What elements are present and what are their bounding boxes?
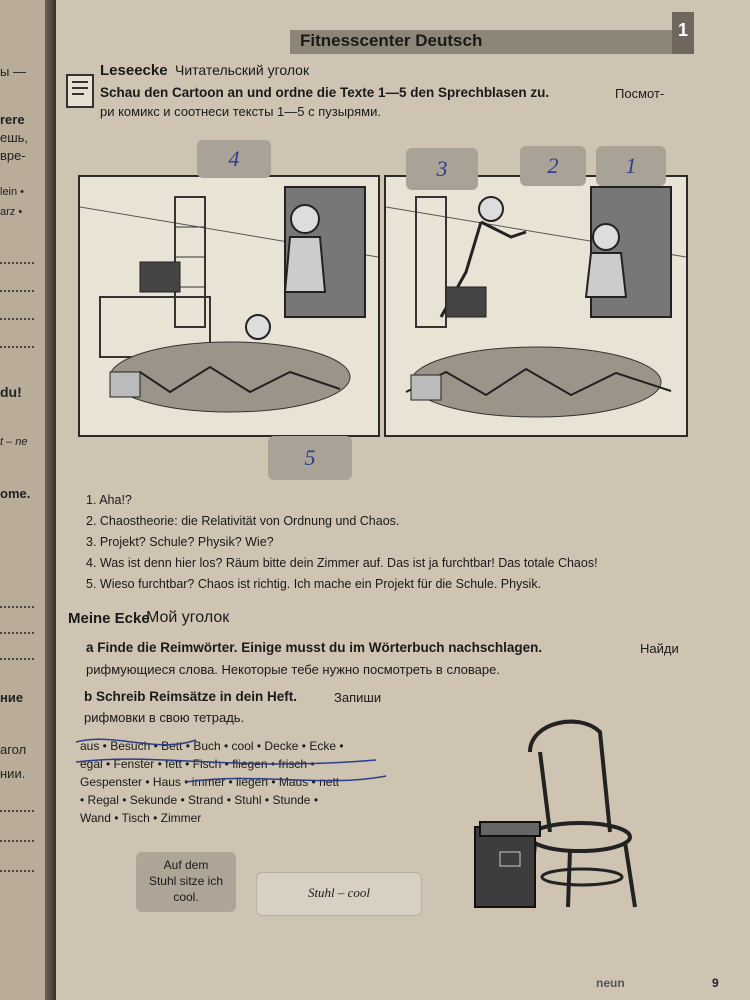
text-item-2: 2. Chaostheorie: die Relativität von Ordnung und Chaos. — [86, 514, 400, 528]
word-list-line-2: egal • Fenster • fett • Fisch • fliegen • frisch • — [80, 757, 315, 771]
word-list-line-5: Wand • Tisch • Zimmer — [80, 811, 202, 825]
left-fragment: ы — — [0, 64, 26, 79]
task-a-ru-1: Найди — [640, 641, 679, 656]
left-fragment: ние — [0, 690, 24, 705]
speech-bubble-right-1[interactable] — [406, 148, 478, 190]
word-list-line-3: Gespenster • Haus • immer • liegen • Maus • nett — [80, 775, 340, 789]
cartoon-panel-left — [78, 175, 380, 437]
leseecke-instruction-ru-2: ри комикс и соотнеси тексты 1—5 с пузырями. — [100, 104, 381, 119]
leseecke-instruction-ru-1: Посмот- — [615, 86, 665, 101]
dotted-line — [0, 632, 34, 634]
chair-illustration — [460, 712, 650, 912]
dotted-line — [0, 810, 34, 812]
header-title: Fitnesscenter Deutsch — [300, 31, 483, 50]
speech-bubble-right-2[interactable] — [520, 146, 586, 186]
task-a-de: a Finde die Reimwörter. Einige musst du im Wörterbuch nachschlagen. — [86, 640, 543, 655]
cartoon-illustration-right — [386, 177, 686, 435]
page-number: 9 — [712, 976, 719, 990]
word-list-line-4: • Regal • Sekunde • Strand • Stuhl • Stunde • — [80, 793, 319, 807]
example-bubble-line-2: Stuhl sitze ich — [148, 874, 224, 888]
example-bubble-line-1: Auf dem — [163, 858, 209, 872]
left-fragment: агол — [0, 742, 27, 757]
example-answer-text: Stuhl – cool — [307, 885, 371, 900]
speech-bubble-left-bottom[interactable] — [268, 436, 352, 480]
example-speech-bubble — [136, 852, 236, 912]
dotted-line — [0, 318, 34, 320]
bubble-answer: 4 — [228, 146, 240, 171]
task-b-ru-1: Запиши — [334, 690, 382, 705]
text-item-3: 3. Projekt? Schule? Physik? Wie? — [86, 535, 274, 549]
left-fragment: t – ne — [0, 436, 28, 448]
leseecke-title-de: Leseecke — [100, 62, 168, 79]
task-a-ru-2: рифмующиеся слова. Некоторые тебе нужно посмотреть в словаре. — [86, 662, 500, 677]
speech-bubble-right-3[interactable] — [596, 146, 666, 186]
bubble-answer: 5 — [304, 445, 316, 470]
example-bubble-line-3: cool. — [173, 890, 199, 904]
page-word: neun — [596, 976, 625, 990]
left-fragment: rere — [0, 112, 25, 127]
speech-bubble-left-top[interactable] — [197, 140, 271, 178]
left-fragment: arz • — [0, 206, 23, 218]
dotted-line — [0, 262, 34, 264]
bubble-answer: 2 — [547, 153, 559, 178]
text-item-5: 5. Wieso furchtbar? Chaos ist richtig. Ich mache ein Projekt für die Schule. Physik. — [86, 577, 542, 591]
dotted-line — [0, 290, 34, 292]
bubble-answer: 1 — [625, 153, 637, 178]
left-fragment: вре- — [0, 148, 26, 163]
dotted-line — [0, 870, 34, 872]
dotted-line — [0, 606, 34, 608]
left-fragment: lein • — [0, 186, 25, 198]
dotted-line — [0, 658, 34, 660]
left-fragment: ешь, — [0, 130, 29, 145]
task-b-ru-2: рифмовки в свою тетрадь. — [84, 710, 245, 725]
meine-ecke-title-ru: Мой уголок — [146, 609, 230, 626]
reading-book-icon — [66, 74, 94, 108]
chapter-number: 1 — [672, 12, 694, 54]
bubble-answer: 3 — [436, 156, 448, 181]
cartoon-panel-right — [384, 175, 688, 437]
left-fragment: нии. — [0, 766, 26, 781]
leseecke-instruction-de: Schau den Cartoon an und ordne die Texte 1—5 den Sprechblasen zu. — [100, 85, 550, 100]
word-list-line-1: aus • Besuch • Bett • Buch • cool • Decke • Ecke • — [80, 739, 344, 753]
leseecke-title-ru: Читательский уголок — [175, 62, 310, 78]
left-fragment: du! — [0, 384, 22, 400]
left-fragment: ome. — [0, 486, 31, 501]
text-item-1: 1. Aha!? — [86, 493, 132, 507]
text-item-4: 4. Was ist denn hier los? Räum bitte dein Zimmer auf. Das ist ja furchtbar! Das totale Chaos! — [86, 556, 598, 570]
dotted-line — [0, 346, 34, 348]
dotted-line — [0, 840, 34, 842]
example-answer-box — [256, 872, 422, 916]
meine-ecke-title-de: Meine Ecke — [68, 610, 150, 627]
handwritten-pen-marks — [76, 732, 396, 792]
task-b-de: b Schreib Reimsätze in dein Heft. — [84, 689, 298, 704]
cartoon-illustration-left — [80, 177, 378, 435]
